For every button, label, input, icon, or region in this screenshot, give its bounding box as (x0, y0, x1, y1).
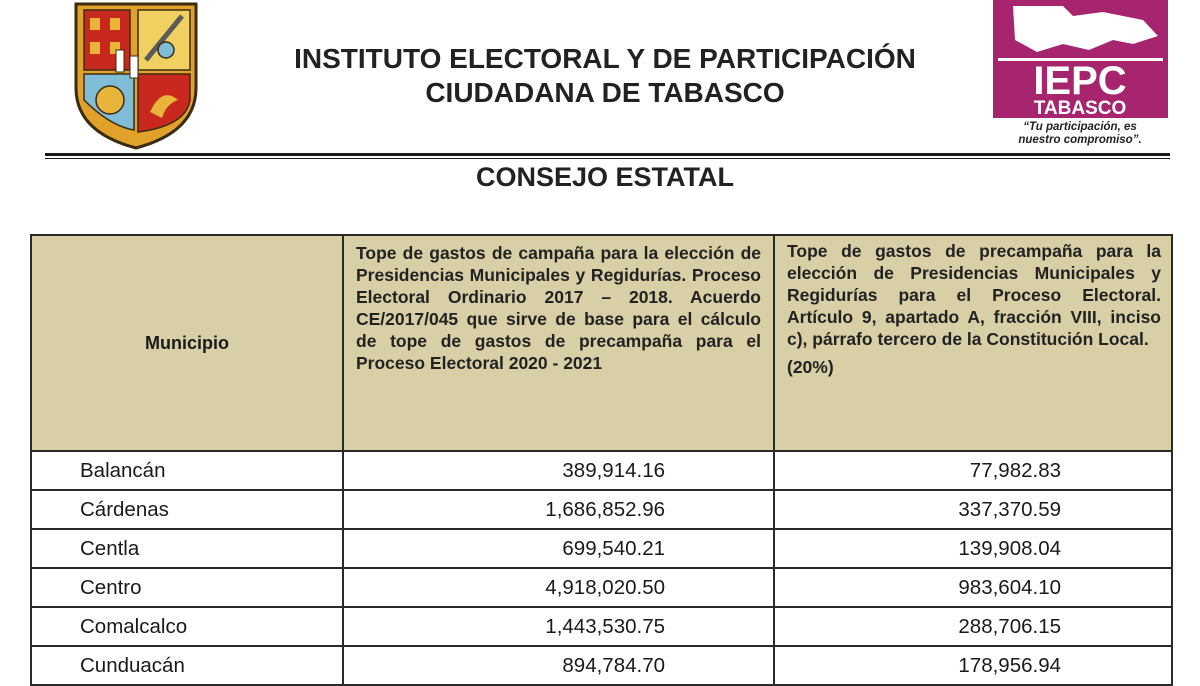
cell-municipio: Centro (31, 568, 343, 607)
cell-precampana: 139,908.04 (774, 529, 1172, 568)
cell-campana: 699,540.21 (343, 529, 774, 568)
table-row (31, 568, 1172, 607)
header-municipio: Municipio (31, 235, 343, 451)
logo-subtext: TABASCO (1033, 98, 1127, 118)
cell-precampana: 288,706.15 (774, 607, 1172, 646)
institution-title (230, 42, 980, 110)
table-row (31, 451, 1172, 490)
header-tope-campana-text: Tope de gastos de campaña para la elección de Presidencias Municipales y Regidurías. Proceso Electoral Ordinario 2017 – 2018. Acuerdo CE/2017/045 que sirve de base para el cálculo de tope de gastos de precampaña para el Proceso Electoral 2020 - 2021 (356, 243, 761, 373)
table-row (31, 529, 1172, 568)
table-row (31, 490, 1172, 529)
table-row (31, 646, 1172, 685)
cell-precampana: 337,370.59 (774, 490, 1172, 529)
header-percent: (20%) (787, 357, 834, 377)
header-tope-precampana-text: Tope de gastos de precampaña para la elección de Presidencias Municipales y Regidurías para el Proceso Electoral. Artículo 9, apartado A, fracción VIII, inciso c), párrafo tercero de la Constitución Local. (787, 241, 1161, 349)
campaign-spending-table (30, 234, 1173, 686)
section-title: CONSEJO ESTATAL (475, 162, 735, 192)
cell-campana: 4,918,020.50 (343, 568, 774, 607)
slogan-line2: nuestro compromiso”. (1018, 134, 1142, 146)
cell-municipio: Cárdenas (31, 490, 343, 529)
iepc-logo-icon (993, 0, 1168, 118)
cell-precampana: 983,604.10 (774, 568, 1172, 607)
cell-campana: 389,914.16 (343, 451, 774, 490)
institution-title-line2: CIUDADANA DE TABASCO (425, 77, 785, 108)
institution-title-line1: INSTITUTO ELECTORAL Y DE PARTICIPACIÓN (294, 43, 916, 74)
header-divider-thin (45, 158, 1170, 159)
header-divider (45, 153, 1170, 156)
table-row (31, 607, 1172, 646)
header-tope-campana (343, 235, 774, 451)
state-crest-icon (70, 0, 202, 150)
logo-text: IEPC (1033, 59, 1127, 103)
cell-municipio: Balancán (31, 451, 343, 490)
slogan-line1: “Tu participación, es (1023, 121, 1137, 133)
cell-municipio: Comalcalco (31, 607, 343, 646)
header-tope-precampana (774, 235, 1172, 451)
cell-precampana: 77,982.83 (774, 451, 1172, 490)
cell-campana: 1,686,852.96 (343, 490, 774, 529)
cell-municipio: Centla (31, 529, 343, 568)
slogan (990, 121, 1170, 147)
cell-campana: 1,443,530.75 (343, 607, 774, 646)
cell-campana: 894,784.70 (343, 646, 774, 685)
cell-precampana: 178,956.94 (774, 646, 1172, 685)
table-header-row (31, 235, 1172, 451)
cell-municipio: Cunduacán (31, 646, 343, 685)
